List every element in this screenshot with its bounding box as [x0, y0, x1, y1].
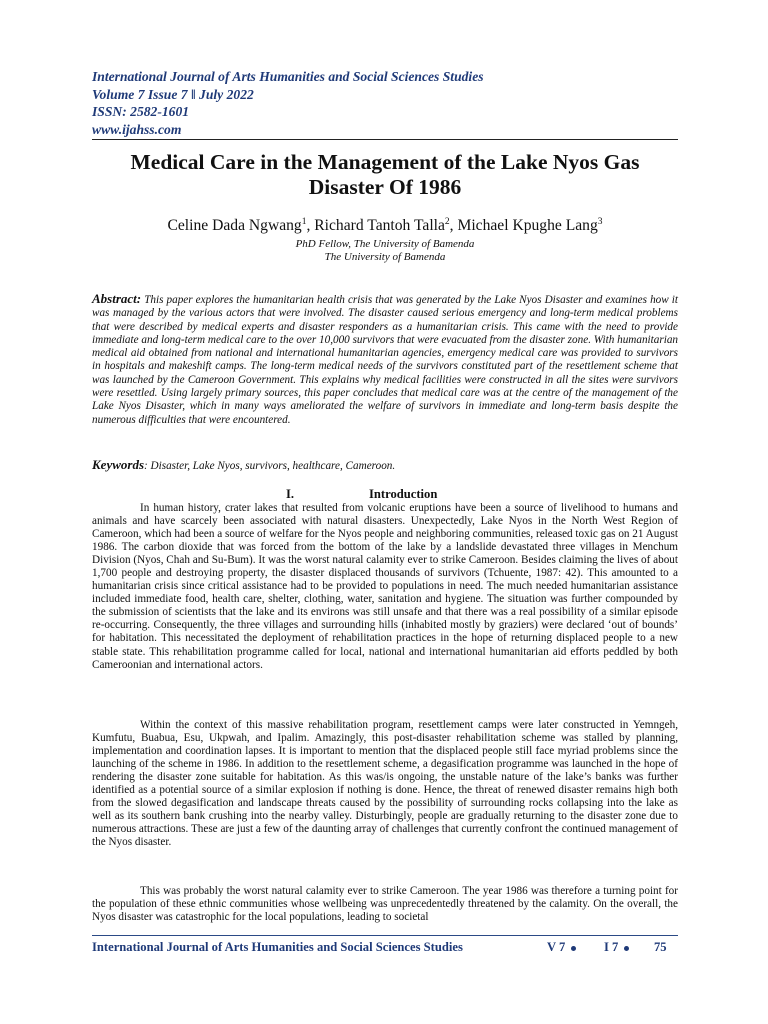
- journal-volume: Volume 7 Issue 7 ǁ July 2022: [92, 86, 254, 102]
- keywords-label: Keywords: [92, 457, 144, 472]
- body-paragraph-1: In human history, crater lakes that resulted from volcanic eruptions have been a source of livelihood to humans and animals and have scarcely been associated with natural disasters. Unexpectedly, Lake Nyos in the North West Region of Cameroon, which had been a source of welfare for the Nyos people and neighboring communities, released toxic gas on 21 August 1986. The carbon dioxide that was forced from the bottom of the lake by a landslide devastated three villages in Menchum Division (Nyos, Chah and Su-Bum). It was the worst natural calamity ever to strike Cameroon. Besides claiming the lives of about 1,700 people and destroying property, the disaster displaced thousands of survivors (Tchuente, 1987: 42). This amounted to a humanitarian crisis since critical assistance had to be provided to populations in need. The much needed humanitarian assistance included immediate food, health care, shelter, clothing, water, sanitation and hygiene. The situation was further compounded by the submission of scientists that the lake and its environs was still unsafe and that there was a real possibility of a similar episode re-occurring. Consequently, the three villages and surrounding hills (inhabited mostly by graziers) were declared ‘out of bounds’ for habitation. This necessitated the deployment of rehabilitation practices in the hope of returning displaced people to a new stable state. This rehabilitation programme called for local, national and international humanitarian aid efforts peddled by both Cameroonian and international actors.: [92, 502, 678, 671]
- paper-title-line-1: Medical Care in the Management of the Lake Nyos Gas: [130, 150, 640, 174]
- abstract: [92, 292, 678, 427]
- section-title: Introduction: [369, 487, 438, 501]
- author-affiliation-mark: 1: [301, 217, 307, 227]
- abstract-text: This paper explores the humanitarian health crisis that was generated by the Lake Nyos Disaster and examines how it was managed by the various actors that were involved. The disaster caused serious emergency and long-term medical problems that were described by medical experts and disaster responders as a humanitarian crisis. This came with the need to provide immediate and long-term medical care to the over 10,000 survivors that were evacuated from the disaster zone. With humanitarian medical aid obtained from national and international humanitarian agencies, emergency medical care was provided to survivors in hospitals and makeshift camps. The long-term medical needs of the survivors constituted part of the resettlement scheme that was launched by the Cameroon Government. This explains why medical facilities were constructed in all the sites were survivors were resettled. Using largely primary sources, this paper concludes that medical care was at the centre of the management of the Lake Nyos Disaster, which in many ways ameliorated the welfare of survivors in immediate and long-term basis despite the numerous difficulties that were encountered.: [92, 294, 679, 426]
- author-name: Michael Kpughe Lang: [457, 217, 598, 234]
- author-affiliation-1: PhD Fellow, The University of Bamenda: [295, 238, 475, 250]
- header-divider: [92, 139, 678, 140]
- author-affiliation-mark: 3: [597, 217, 603, 227]
- author-list: Celine Dada Ngwang$^1$, Richard Tantoh Talla$^2$, Michael Kpughe Lang$^3$: [167, 217, 603, 234]
- footer-issue: [604, 939, 629, 955]
- journal-website-link[interactable]: www.ijahss.com: [92, 121, 182, 137]
- author-affiliation-mark: 2: [444, 217, 450, 227]
- journal-name: International Journal of Arts Humanities and Social Sciences Studies: [92, 69, 484, 84]
- bullet-icon: [571, 946, 576, 951]
- footer-divider: [92, 935, 678, 936]
- author-affiliation-2: The University of Bamenda: [324, 251, 446, 263]
- footer-journal-name: International Journal of Arts Humanities and Social Sciences Studies: [92, 940, 463, 954]
- page-number: 75: [654, 940, 667, 954]
- footer-volume: [547, 939, 576, 955]
- paper-title: [92, 150, 678, 200]
- section-number: I.: [286, 487, 295, 501]
- page-footer: [92, 939, 678, 955]
- keywords: [92, 458, 678, 473]
- bullet-icon: [624, 946, 629, 951]
- paper-title-line-2: Disaster Of 1986: [308, 175, 462, 199]
- author-name: Richard Tantoh Talla: [314, 217, 445, 234]
- footer-issue-text: I 7: [604, 940, 619, 954]
- abstract-label: Abstract:: [92, 291, 142, 306]
- footer-volume-text: V 7: [547, 940, 566, 954]
- journal-issn: ISSN: 2582-1601: [92, 104, 190, 119]
- keywords-text: : Disaster, Lake Nyos, survivors, healthcare, Cameroon.: [144, 460, 396, 472]
- body-paragraph-3: This was probably the worst natural calamity ever to strike Cameroon. The year 1986 was therefore a turning point for the population of these ethnic communities whose wellbeing was unprecedentedly threatened by the calamity. On the overall, the Nyos disaster was catastrophic for the local populations, leading to societal: [92, 885, 678, 924]
- body-paragraph-2: Within the context of this massive rehabilitation program, resettlement camps were later constructed in Yemngeh, Kumfutu, Buabua, Esu, Ukpwah, and Ipalim. Amazingly, this post-disaster rehabilitation scheme was stalled by planning, implementation and coordination lapses. It is important to mention that the displaced people still face myriad problems since the launching of the scheme in 1986. In addition to the resettlement scheme, a degasification programme was launched in the hope of rendering the disaster zone suitable for habitation. As this was/is ongoing, the unstable nature of the lake’s banks was further identified as a potential source of a similar explosion if nothing is done. Hence, the threat of renewed disaster remains high both from the slowed degasification and landscape threats caused by the possibility of surrounding rocks collapsing into the lake as well as its southern bank crushing into the nearby valley. Disturbingly, people are gradually returning to the disaster zone due to numerous attractions. These are just a few of the daunting array of challenges that currently confront the continued management of the Nyos disaster.: [92, 719, 678, 849]
- journal-header: [92, 68, 678, 138]
- author-name: Celine Dada Ngwang: [167, 217, 302, 234]
